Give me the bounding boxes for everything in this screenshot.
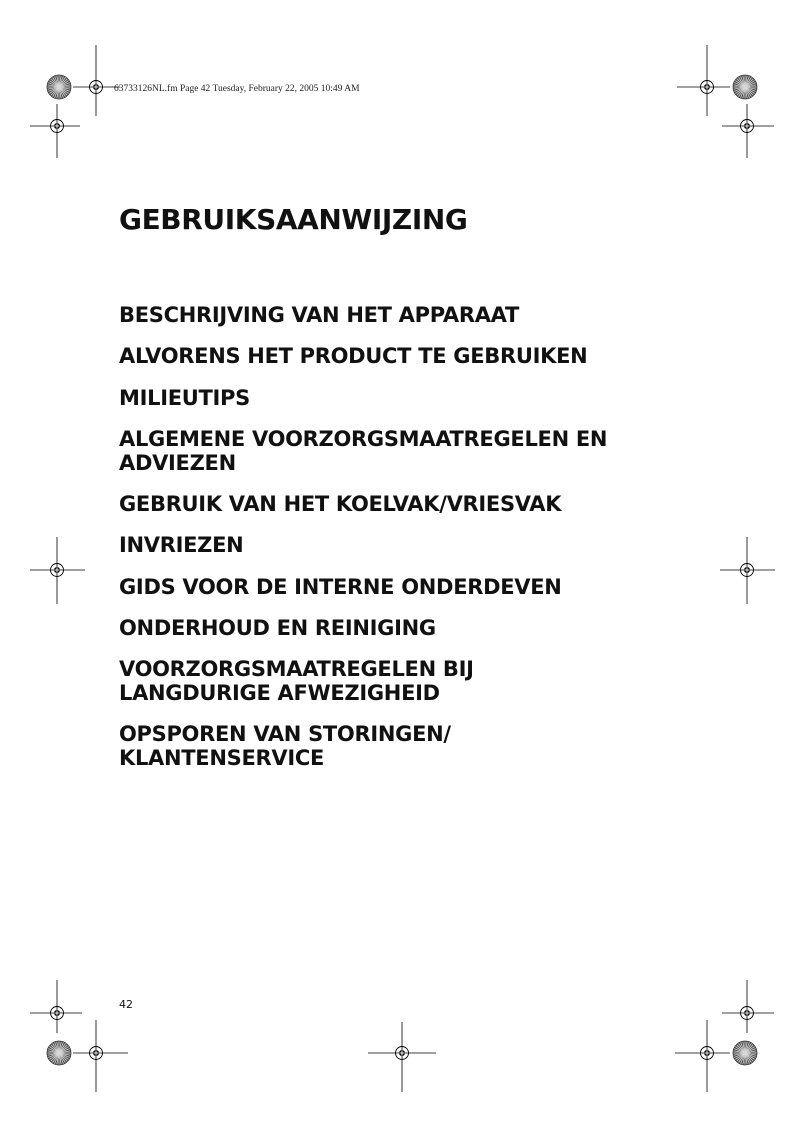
toc-item-storingen-klantenservice	[119, 722, 719, 770]
starburst-mark-bottom-left	[47, 1041, 71, 1065]
toc-item-milieutips	[119, 386, 719, 410]
toc-item-langdurige-afwezigheid	[119, 657, 719, 705]
toc-item-line: INVRIEZEN	[119, 533, 244, 557]
toc-item-line: KLANTENSERVICE	[119, 746, 324, 770]
toc-item-line: VOORZORGSMAATREGELEN BIJ	[119, 657, 474, 681]
starburst-mark-top-left	[47, 75, 71, 99]
toc-item-alvorens	[119, 344, 719, 368]
toc-item-onderhoud	[119, 616, 719, 640]
starburst-mark-top-right	[733, 75, 757, 99]
starburst-mark-bottom-right	[733, 1041, 757, 1065]
toc-item-line: OPSPOREN VAN STORINGEN/	[119, 722, 451, 746]
toc-item-invriezen	[119, 533, 719, 557]
toc-item-line: BESCHRIJVING VAN HET APPARAAT	[119, 303, 520, 327]
toc-item-line: MILIEUTIPS	[119, 386, 250, 410]
toc-item-line: ALGEMENE VOORZORGSMAATREGELEN EN	[119, 427, 608, 451]
toc-item-gids-onderdeven	[119, 575, 719, 599]
toc-item-line: ONDERHOUD EN REINIGING	[119, 616, 436, 640]
toc-item-line: LANGDURIGE AFWEZIGHEID	[119, 681, 440, 705]
toc-item-line: GEBRUIK VAN HET KOELVAK/VRIESVAK	[119, 492, 562, 516]
toc-item-line: ALVORENS HET PRODUCT TE GEBRUIKEN	[119, 344, 588, 368]
toc-item-gebruik-koelvak	[119, 492, 719, 516]
page-title: GEBRUIKSAANWIJZING	[119, 203, 468, 236]
toc-item-line: GIDS VOOR DE INTERNE ONDERDEVEN	[119, 575, 562, 599]
print-file-header: 63733126NL.fm Page 42 Tuesday, February 22, 2005 10:49 AM	[114, 84, 360, 94]
toc-item-line: ADVIEZEN	[119, 451, 236, 475]
page-number: 42	[119, 998, 133, 1011]
toc-item-beschrijving	[119, 303, 719, 327]
toc-item-algemene-voorzorgsmaatregelen	[119, 427, 719, 475]
